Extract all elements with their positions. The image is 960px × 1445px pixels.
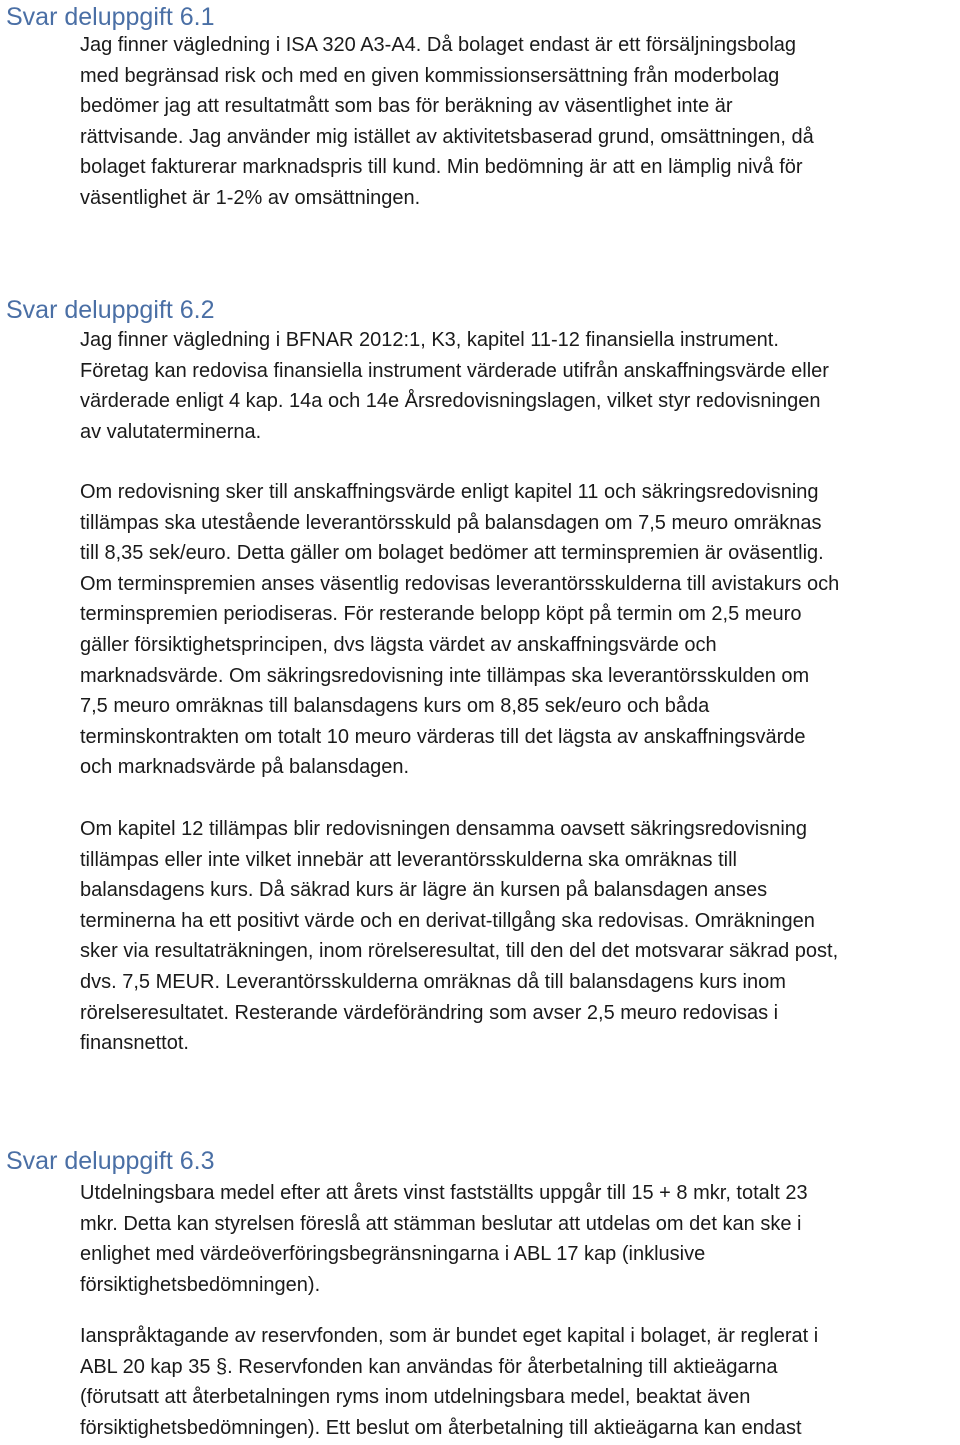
text-line: ABL 20 kap 35 §. Reservfonden kan användas för återbetalning till aktieägarna [80, 1355, 778, 1378]
paragraph [80, 814, 838, 1059]
text-line: Jag finner vägledning i ISA 320 A3-A4. Då bolaget endast är ett försäljningsbolag [80, 34, 797, 56]
text-line: rörelseresultatet. Resterande värdeförändring som avser 2,5 meuro redovisas i [80, 1001, 779, 1024]
paragraph [80, 1321, 818, 1443]
text-line: väsentlighet är 1-2% av omsättningen. [80, 186, 421, 209]
text-line: tillämpas ska utestående leverantörsskuld på balansdagen om 7,5 meuro omräknas [80, 511, 822, 534]
text-line: terminspremien periodiseras. För resterande belopp köpt på termin om 2,5 meuro [80, 603, 802, 626]
text-line: Företag kan redovisa finansiella instrument värderade utifrån anskaffningsvärde eller [80, 359, 829, 382]
text-line: enlighet med värdeöverföringsbegränsningarna i ABL 17 kap (inklusive [80, 1243, 706, 1266]
text-line: Utdelningsbara medel efter att årets vinst fastställts uppgår till 15 + 8 mkr, totalt 23 [80, 1182, 808, 1204]
text-line: finansnettot. [80, 1032, 189, 1055]
section-heading-6-2: Svar deluppgift 6.2 [6, 296, 215, 324]
text-line: 7,5 meuro omräknas till balansdagens kurs om 8,85 sek/euro och båda [80, 695, 710, 718]
text-line: terminerna ha ett positivt värde och en derivat-tillgång ska redovisas. Omräkningen [80, 909, 815, 932]
paragraph [80, 1178, 808, 1300]
paragraph [80, 30, 814, 214]
section-heading-6-3: Svar deluppgift 6.3 [6, 1147, 215, 1175]
text-line: Om terminspremien anses väsentlig redovisas leverantörsskulderna till avistakurs och [80, 572, 840, 595]
text-line: av valutaterminerna. [80, 420, 262, 443]
text-line: gäller försiktighetsprincipen, dvs lägsta värdet av anskaffningsvärde och [80, 633, 717, 656]
text-line: tillämpas eller inte vilket innebär att leverantörsskulderna ska omräknas till [80, 848, 737, 871]
text-line: försiktighetsbedömningen). Ett beslut om återbetalning till aktieägarna kan endast [80, 1416, 802, 1439]
text-line: Jag finner vägledning i BFNAR 2012:1, K3, kapitel 11-12 finansiella instrument. [80, 329, 779, 351]
text-line: bolaget fakturerar marknadspris till kund. Min bedömning är att en lämplig nivå för [80, 156, 803, 179]
text-line: marknadsvärde. Om säkringsredovisning inte tillämpas ska leverantörsskulden om [80, 664, 810, 687]
paragraph [80, 477, 839, 783]
text-line: balansdagens kurs. Då säkrad kurs är lägre än kursen på balansdagen anses [80, 879, 768, 902]
text-line: sker via resultaträkningen, inom rörelseresultat, till den del det motsvarar säkrad post, [80, 940, 839, 963]
text-line: rättvisande. Jag använder mig istället av aktivitetsbaserad grund, omsättningen, då [80, 125, 814, 148]
text-line: Om kapitel 12 tillämpas blir redovisningen densamma oavsett säkringsredovisning [80, 818, 808, 840]
text-line: med begränsad risk och med en given kommissionsersättning från moderbolag [80, 64, 780, 87]
text-line: Ianspråktagande av reservfonden, som är bundet eget kapital i bolaget, är reglerat i [80, 1325, 819, 1347]
text-line: (förutsatt att återbetalningen ryms inom utdelningsbara medel, beaktat även [80, 1386, 751, 1409]
text-line: till 8,35 sek/euro. Detta gäller om bolaget bedömer att terminspremien är oväsentlig. [80, 542, 824, 565]
text-line: och marknadsvärde på balansdagen. [80, 756, 410, 779]
text-line: mkr. Detta kan styrelsen föreslå att stämman beslutar att utdelas om det kan ske i [80, 1212, 802, 1235]
section-heading-6-1: Svar deluppgift 6.1 [6, 3, 215, 31]
text-line: dvs. 7,5 MEUR. Leverantörsskulderna omräknas då till balansdagens kurs inom [80, 970, 786, 993]
text-line: bedömer jag att resultatmått som bas för beräkning av väsentlighet inte är [80, 95, 733, 118]
text-line: värderade enligt 4 kap. 14a och 14e Årsredovisningslagen, vilket styr redovisningen [80, 390, 821, 413]
paragraph [80, 325, 829, 447]
text-line: Om redovisning sker till anskaffningsvärde enligt kapitel 11 och säkringsredovisning [80, 481, 819, 503]
text-line: försiktighetsbedömningen). [80, 1273, 321, 1296]
text-line: terminskontrakten om totalt 10 meuro värderas till det lägsta av anskaffningsvärde [80, 725, 806, 748]
